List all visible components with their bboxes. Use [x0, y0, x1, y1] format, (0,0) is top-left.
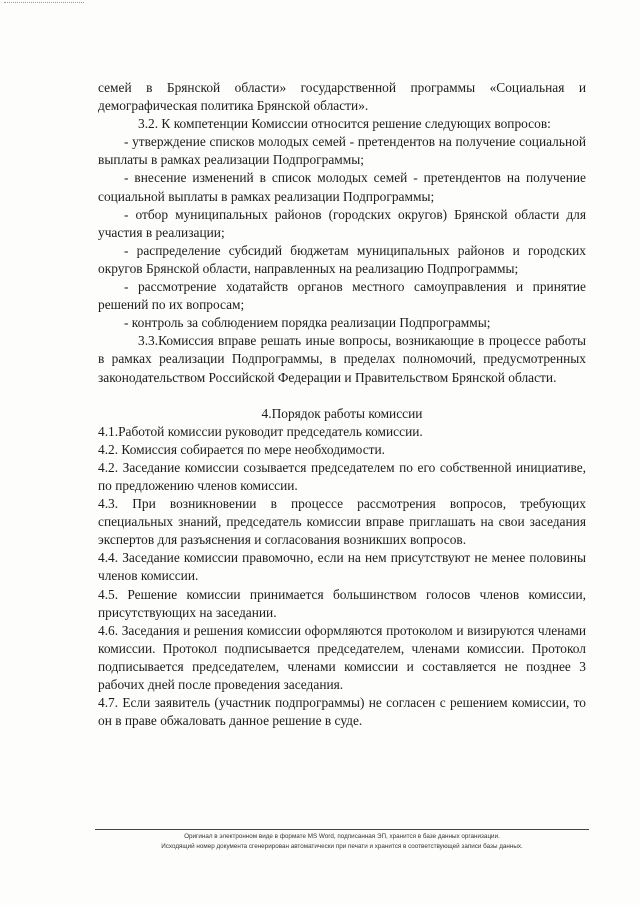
- clause-4-4: 4.4. Заседание комиссии правомочно, если на нем присутствуют не менее половины членов комиссии.: [98, 550, 586, 584]
- clause-3-2-item: - отбор муниципальных районов (городских округов) Брянской области для участия в реализации;: [98, 206, 586, 240]
- section-4-heading: 4.Порядок работы комиссии: [261, 405, 423, 421]
- footer-divider: [95, 829, 589, 830]
- clause-3-2: 3.2. К компетенции Комиссии относится решение следующих вопросов:: [138, 116, 551, 132]
- continuation-line-2: демографическая политика Брянской области».: [98, 98, 369, 114]
- section-spacer: [98, 387, 586, 405]
- clause-3-3: 3.3.Комиссия вправе решать иные вопросы, возникающие в процессе работы в рамках реализации Подпрограммы, в пределах полномочий, предусмотренных законодательством Российской Федерации и Правительством Брянской области.: [98, 333, 586, 385]
- clause-4-6: 4.6. Заседания и решения комиссии оформляются протоколом и визируются членами комиссии. Протокол подписывается председателем, членами комиссии. Протокол подписывается председателем, членами комиссии и составляется не позднее 3 рабочих дней после проведения заседания.: [98, 622, 586, 692]
- footer-line-2: Исходящий номер документа сгенерирован автоматически при печати и хранится в соответствующей записи базы данных.: [161, 843, 523, 850]
- footer-note: [95, 832, 589, 852]
- continuation-line-1: семей в Брянской области» государственной программы «Социальная и: [98, 80, 586, 95]
- clause-4-7: 4.7. Если заявитель (участник подпрограммы) не согласен с решением комиссии, то он в праве обжаловать данное решение в суде.: [98, 695, 586, 729]
- clause-4-5: 4.5. Решение комиссии принимается большинством голосов членов комиссии, присутствующих на заседании.: [98, 586, 586, 620]
- clause-4-3: 4.3. При возникновении в процессе рассмотрения вопросов, требующих специальных знаний, председатель комиссии вправе приглашать на свои заседания экспертов для разъяснения и согласования возникших вопросов.: [98, 496, 586, 548]
- scan-artifact: [4, 2, 84, 17]
- footer-line-1: Оригинал в электронном виде в формате MS Word, подписанная ЭП, хранится в базе данных организации.: [184, 833, 500, 840]
- clause-3-2-item: - внесение изменений в список молодых семей - претендентов на получение социальной выплаты в рамках реализации Подпрограммы;: [98, 170, 586, 204]
- clause-4-2a: 4.2. Комиссия собирается по мере необходимости.: [98, 441, 386, 457]
- document-body: [98, 79, 586, 730]
- clause-3-2-item: - рассмотрение ходатайств органов местного самоуправления и принятие решений по их вопросам;: [98, 279, 586, 313]
- clause-4-2b: 4.2. Заседание комиссии созывается председателем по его собственной инициативе, по предложению членов комиссии.: [98, 459, 586, 493]
- clause-3-2-item: - контроль за соблюдением порядка реализации Подпрограммы;: [124, 315, 491, 331]
- clause-3-2-item: - распределение субсидий бюджетам муниципальных районов и городских округов Брянской области, направленных на реализацию Подпрограммы;: [98, 242, 586, 276]
- clause-3-2-item: - утверждение списков молодых семей - претендентов на получение социальной выплаты в рамках реализации Подпрограммы;: [98, 134, 586, 168]
- clause-4-1: 4.1.Работой комиссии руководит председатель комиссии.: [98, 423, 423, 439]
